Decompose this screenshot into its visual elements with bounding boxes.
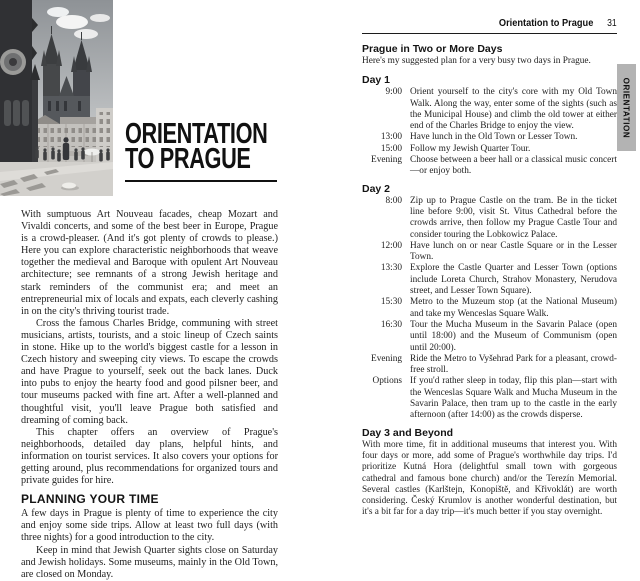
schedule-text: Tour the Mucha Museum in the Savarin Palace (open until 18:00) and the Museum of Communism (open until 20:00). (410, 319, 617, 353)
itinerary-intro: Here's my suggested plan for a very busy two days in Prague. (362, 56, 591, 66)
schedule-row (362, 354, 617, 377)
schedule-row (362, 263, 617, 297)
schedule-time: 13:30 (380, 263, 402, 274)
schedule-row (362, 297, 617, 320)
chapter-title-line2: TO PRAGUE (125, 143, 251, 175)
itinerary-section-heading: Prague in Two or More Days (362, 43, 503, 55)
schedule-time: Evening (371, 353, 402, 364)
running-header (486, 17, 617, 29)
schedule-row (362, 320, 617, 354)
intro-paragraph-1: With sumptuous Art Nouveau facades, cheap Mozart and Vivaldi concerts, and some of the best beer in Europe, Prague is a crowd-pleaser. (And it's got plenty of crowds to please.) Here you can explore characteristic neighborhoods that weave together the medieval and Baroque with opulent Art Nouveau architecture; see remnants of a strong Jewish heritage and stark reminders of the communist era; and meet an entrepreneurial mix of locals and expats, each cleverly cashing in on the city's thriving tourist trade. (21, 209, 278, 317)
schedule-time: Options (372, 376, 402, 387)
schedule-text: Have lunch on or near Castle Square or in the Lesser Town. (410, 240, 617, 263)
chapter-title (125, 118, 300, 182)
title-underline (125, 180, 277, 182)
schedule-row (362, 196, 617, 241)
day3-heading: Day 3 and Beyond (362, 426, 454, 439)
schedule-text: Orient yourself to the city's core with my Old Town Walk. Along the way, enter some of the sights (such as the Municipal House) and climb the old tower at either end of the Charles Bridge to enjoy the view. (410, 87, 617, 132)
schedule-text: Zip up to Prague Castle on the tram. Be in the ticket line before 9:00, visit St. Vitus Cathedral before the crowds arrive, then follow my Prague Castle Tour and consider touring the Lobkowicz Palace. (410, 195, 617, 240)
intro-paragraph-2: Cross the famous Charles Bridge, communing with street musicians, artists, tourists, and a stoic lineup of Czech saints in stone. Hike up to the world's biggest castle for a lesson in Czech history and sweeping city views. To escape the crowds and have Prague to yourself, seek out the back lanes. Duck into pubs to enjoy the hearty food and good pilsner beer, and tour museums packed with fine art. After a well-planned and thoughtful visit, you'll leave Prague both satisfied and dreaming of coming back. (21, 317, 278, 426)
schedule-text: Explore the Castle Quarter and Lesser Town (options include Loreta Church, Strahov Monastery, Nerudova street, and Lesser Town Square). (410, 263, 617, 297)
planning-paragraph-1: A few days in Prague is plenty of time to experience the city and enjoy some side trips. Allow at least two full days (with three nights) for a good introduction to the city. (21, 508, 278, 544)
old-town-square-illustration (0, 0, 113, 196)
schedule-text: Metro to the Muzeum stop (at the National Museum) and take my Wenceslas Square Walk. (410, 297, 617, 319)
schedule-time: 16:30 (380, 319, 402, 330)
schedule-row (362, 376, 617, 421)
prague-old-town-square-photo (0, 0, 113, 196)
schedule-row (362, 132, 617, 143)
running-header-title: Orientation to Prague (498, 17, 594, 29)
schedule-row (362, 144, 617, 155)
right-page (320, 0, 640, 568)
schedule-time: 15:30 (380, 297, 402, 308)
schedule-text: If you'd rather sleep in today, flip this plan—start with the Wenceslas Square Walk and Mucha Museum in the Savarin Palace, then tram up to the castle in the early afternoon (after 14:00) as the crowds disperse. (410, 376, 617, 421)
header-rule (362, 33, 617, 34)
schedule-text: Follow my Jewish Quarter Tour. (410, 143, 531, 154)
day1-heading: Day 1 (362, 74, 391, 87)
schedule-time: 13:00 (380, 132, 402, 143)
schedule-time: 8:00 (385, 195, 402, 206)
chapter-title-line1: ORIENTATION (125, 118, 268, 150)
schedule-row (362, 155, 617, 178)
itinerary-content (362, 43, 617, 519)
schedule-time: 12:00 (380, 240, 402, 251)
schedule-row (362, 241, 617, 264)
schedule-time: 9:00 (385, 87, 402, 98)
orientation-tab-label: ORIENTATION (621, 77, 632, 138)
planning-your-time-heading: PLANNING YOUR TIME (21, 492, 159, 507)
left-page (0, 0, 320, 580)
schedule-text: Have lunch in the Old Town or Lesser Town. (410, 132, 578, 143)
schedule-row (362, 87, 617, 132)
orientation-chapter-tab (617, 64, 636, 151)
planning-paragraph-2: Keep in mind that Jewish Quarter sights close on Saturday and Jewish holidays. Some museums, mainly in the Old Town, are closed on Monday. (21, 544, 278, 580)
page-number: 31 (607, 17, 617, 29)
schedule-time: Evening (371, 155, 402, 166)
schedule-text: Ride the Metro to Vyšehrad Park for a pleasant, crowd-free stroll. (410, 353, 617, 376)
day3-paragraph: With more time, fit in additional museums that interest you. With four days or more, add some of Prague's worthwhile day trips. I'd prioritize Kutná Hora (delightful small town with gorgeous cathedral and famous bone church) and/or the Terezín Memorial. Several castles (Karlštejn, Konopiště, and Křivoklát) are worth considering. Český Krumlov is another wonderful destination, but it's a bit far for a day trip—it's much better if you stay overnight. (362, 439, 617, 518)
day2-heading: Day 2 (362, 182, 391, 195)
schedule-text: Choose between a beer hall or a classical music concert—or enjoy both. (410, 155, 617, 177)
chapter-intro-text (21, 209, 278, 581)
intro-paragraph-3: This chapter offers an overview of Prague's neighborhoods, detailed day plans, helpful hints, and information on tourist services. It also covers your options for getting around, plus recommendations for organized tours and private guides for hire. (21, 426, 278, 487)
schedule-time: 15:00 (380, 143, 402, 154)
